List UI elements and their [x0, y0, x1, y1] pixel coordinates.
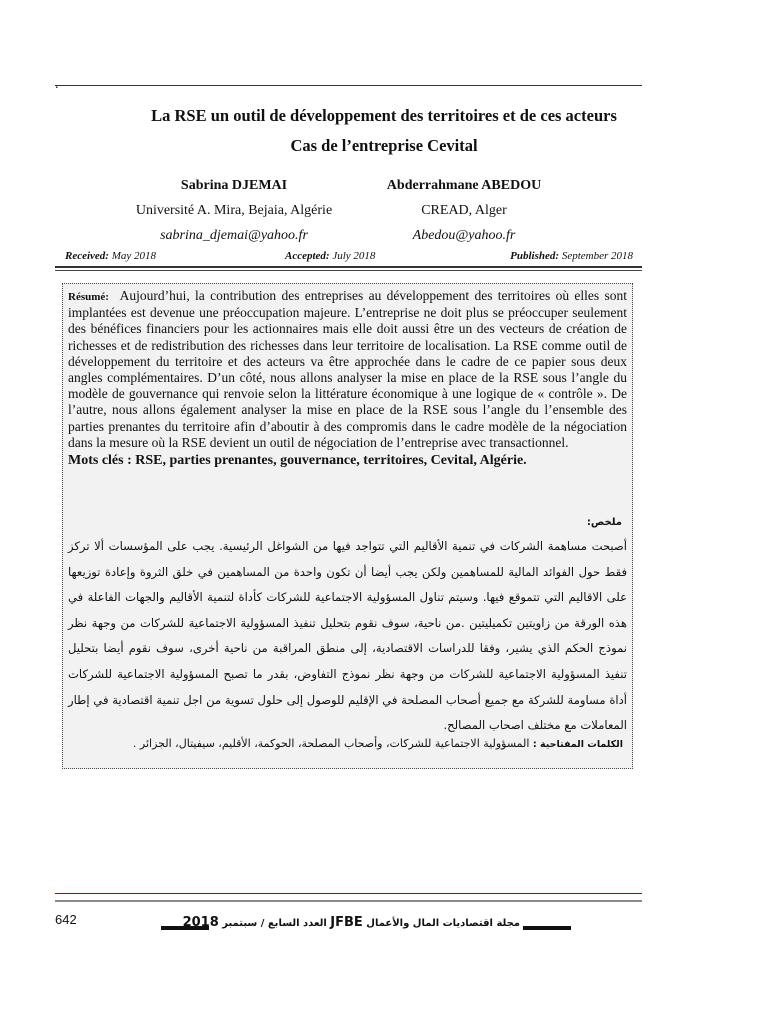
- author-1-email: sabrina_djemai@yahoo.fr: [160, 228, 308, 243]
- arabic-keywords-text: المسؤولية الاجتماعية للشركات، وأصحاب المصلحة، الحوكمة، الأقليم، سيفيتال، الجزائر .: [132, 737, 530, 750]
- author-2-affiliation: CREAD, Alger: [421, 203, 507, 218]
- journal-year: 2018: [182, 915, 219, 930]
- journal-issue: العدد السابع / سبتمبر: [222, 918, 327, 929]
- keywords-label: Mots clés: [68, 453, 124, 469]
- footer-rule-red: [55, 893, 642, 894]
- journal-footer: [182, 915, 520, 930]
- abstract-label: Résumé:: [68, 291, 109, 303]
- paper-subtitle: Cas de l’entreprise Cevital: [290, 136, 478, 155]
- author-1-affiliation: Université A. Mira, Bejaia, Algérie: [135, 203, 333, 218]
- author-1-name: Sabrina DJEMAI: [180, 178, 288, 193]
- arabic-abstract-label: ملخص:: [586, 517, 622, 528]
- abstract-box: [62, 283, 633, 769]
- author-2-name: Abderrahmane ABEDOU: [386, 178, 542, 193]
- header-rule: [55, 85, 642, 86]
- author-2-email: Abedou@yahoo.fr: [412, 228, 516, 243]
- arabic-keywords-line: [68, 737, 623, 750]
- abstract-french: [68, 288, 627, 469]
- arabic-keywords-label: الكلمات المفتاحية :: [532, 739, 623, 750]
- accepted-date: Accepted: July 2018: [285, 250, 376, 262]
- received-date: Received: May 2018: [65, 250, 157, 262]
- keywords-text: RSE, parties prenantes, gouvernance, territoires, Cevital, Algérie.: [135, 453, 527, 469]
- dates-rule-thin: [55, 270, 642, 271]
- keywords-line: Mots clés : RSE, parties prenantes, gouvernance, territoires, Cevital, Algérie.: [68, 453, 527, 469]
- footer-rule-gray: [55, 900, 642, 902]
- arabic-abstract-text: أصبحت مساهمة الشركات في تنمية الأقاليم التي تتواجد فيها من الشواغل الرئيسية. يجب على المؤسسات ألا تركز فقط حول الفوائد المالية للمساهمين ولكن يجب أيضا أن تكون واحدة من المساهمين في خلق الثروة وإعادة توزيعها على الاقاليم التي تتموقع فيها. وسيتم تناول المسؤولية الاجتماعية للشركات كأداة لتنمية الأقاليم والجهات الفاعلة في هذه الورقة من زاويتين تكميليتين .من ناحية، سوف نقوم بتحليل تنفيذ المسؤولية الاجتماعية للشركات من وجهة نظر نموذج الحكم الذي يشير، وفقا للدراسات الاقتصادية، إلى منطق المراقبة من ناحية أخرى، سوف نقوم أيضا بتحليل تنفيذ المسؤولية الاجتماعية للشركات من وجهة نظر نموذج التفاوض، بقدر ما تصبح المسؤولية الاجتماعية للشركات أداة مساومة للشركة مع جميع أصحاب المصلحة في الإقليم للوصول إلى حلول تسوية من اجل تنمية اقتصادية في إطار المعاملات مع مختلف اصحاب المصالح.: [68, 539, 627, 733]
- header-dot: .: [55, 77, 59, 92]
- journal-name: مجلة اقتصاديات المال والأعمال: [366, 918, 520, 929]
- abstract-text: Aujourd’hui, la contribution des entreprises au développement des territoires où elles sont implantées est devenue une préoccupation majeure. L’entreprise ne doit plus se préoccuper seulement des bénéfices financiers pour les actionnaires mais elle doit aussi être un des vecteurs de création de richesses et de redistribution des richesses dans leur territoire de localisation. La RSE comme outil de développement du territoire et des acteurs va être approchée dans le cadre de ce papier sous deux angles complémentaires. D’un côté, nous allons analyser la mise en place de la RSE sous l’angle du modèle de gouvernance qui renvoie selon la littérature économique à une logique de « contrôle ». De l’autre, nous allons également analyser la mise en place de la RSE sous l’angle du l’ensemble des parties prenantes du territoire afin d’aboutir à des compromis dans le cadre modèle de la négociation dans la mesure où la RSE devient un outil de négociation de l’entreprise avec transactionnel.: [68, 288, 628, 450]
- paper-title: La RSE un outil de développement des territoires et de ces acteurs: [151, 106, 617, 125]
- page-number: 642: [55, 912, 77, 927]
- dates-rule-thick: [55, 266, 642, 268]
- published-date: Published: September 2018: [510, 250, 633, 262]
- footer-bar-right: [523, 926, 571, 930]
- journal-abbr: JFBE: [330, 915, 363, 930]
